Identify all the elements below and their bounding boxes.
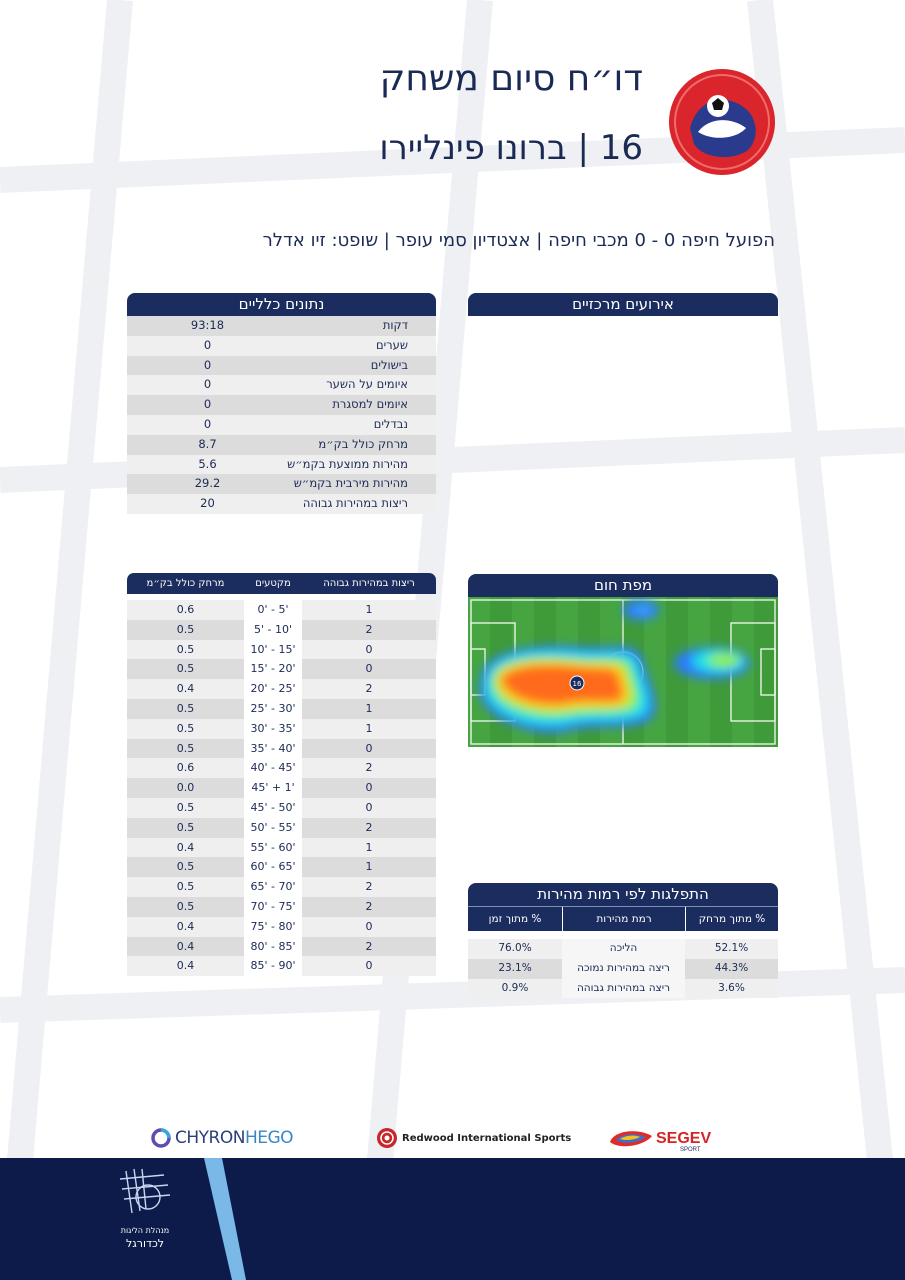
distance-pct: 3.6% (718, 981, 745, 994)
stat-row (127, 375, 436, 395)
speed-level-row (468, 979, 778, 999)
stat-value: 29.2 (194, 476, 221, 491)
segev-text: SEGEV (656, 1130, 712, 1147)
speed-distribution-title: התפלגות לפי רמות מהירות (468, 883, 778, 906)
time-pct: 76.0% (498, 942, 532, 954)
segev-sub-text: SPORT (680, 1147, 701, 1152)
segev-logo (608, 1124, 753, 1152)
segment-range: 45' + 1' (244, 778, 302, 798)
speed-level-row (468, 939, 778, 959)
segment-range: 40' - 45' (244, 758, 302, 778)
segment-distance: 0.6 (176, 603, 195, 616)
stat-label: בישולים (370, 357, 408, 372)
stat-row (127, 435, 436, 455)
segment-runs: 1 (365, 721, 373, 735)
segment-distance: 0.4 (176, 919, 195, 933)
segment-distance: 0.0 (176, 781, 195, 795)
chyronhego-logo (150, 1124, 293, 1152)
stat-label: איומים למסגרת (332, 397, 408, 412)
stat-row (127, 494, 436, 514)
segment-runs: 0 (365, 662, 373, 676)
stat-row (127, 356, 436, 376)
hego-text: HEGO (244, 1128, 294, 1148)
segment-row (127, 877, 436, 897)
segment-range: 75' - 80' (244, 917, 302, 937)
key-events-title: אירועים מרכזיים (468, 293, 778, 316)
stat-label: איומים על השער (326, 377, 408, 392)
stat-row (127, 395, 436, 415)
stat-value: 0 (203, 397, 212, 412)
league-logo (112, 1163, 178, 1255)
segment-range: 85' - 90' (244, 956, 302, 976)
report-title: דו״ח סיום משחק (379, 58, 643, 99)
speed-distribution-header (468, 906, 778, 931)
segment-row (127, 679, 436, 699)
segment-distance: 0.5 (176, 741, 195, 755)
segment-distance: 0.4 (176, 939, 195, 953)
stat-row (127, 415, 436, 435)
distance-pct: 44.3% (714, 961, 749, 974)
segment-row (127, 917, 436, 937)
general-stats-panel (127, 293, 436, 514)
segment-range: 80' - 85' (244, 937, 302, 957)
segment-distance: 0.5 (176, 820, 195, 834)
segment-row (127, 937, 436, 957)
segment-distance: 0.5 (176, 800, 195, 814)
speed-distribution-table (468, 939, 778, 998)
heatmap-image (468, 597, 778, 747)
league-name-line1: מנהלת הליגות (120, 1226, 170, 1235)
segment-runs: 2 (365, 820, 373, 834)
segment-row (127, 857, 436, 877)
header-distance: מרחק כולל בק״מ (146, 578, 225, 589)
segment-row (127, 778, 436, 798)
time-pct: 0.9% (501, 981, 529, 994)
match-info: הפועל חיפה 0 - 0 מכבי חיפה | אצטדיון סמי עופר | שופט: זיו אדלר (262, 230, 775, 251)
segment-runs: 0 (365, 959, 373, 973)
stat-row (127, 455, 436, 475)
player-title: 16 | ברונו פינליירו (379, 128, 643, 168)
chyron-swirl-icon (150, 1127, 172, 1149)
stat-value: 93:18 (190, 318, 225, 332)
segment-distance: 0.5 (176, 662, 195, 676)
club-logo (668, 68, 776, 176)
segment-row (127, 818, 436, 838)
segment-runs: 0 (365, 642, 373, 656)
segment-range: 50' - 55' (244, 818, 302, 838)
player-marker: 16 (572, 680, 582, 688)
segment-row (127, 699, 436, 719)
segment-row (127, 838, 436, 858)
segment-range: 10' - 15' (244, 640, 302, 660)
general-stats-title: נתונים כלליים (127, 293, 436, 316)
stat-row (127, 474, 436, 494)
segment-range: 15' - 20' (244, 659, 302, 679)
chyron-text: CHYRON (175, 1128, 245, 1148)
segment-distance: 0.4 (176, 682, 195, 696)
segment-row (127, 758, 436, 778)
segment-distance: 0.5 (176, 721, 195, 735)
segment-distance: 0.5 (176, 899, 195, 913)
segment-runs: 2 (365, 622, 373, 636)
segments-panel (127, 573, 436, 976)
segment-range: 55' - 60' (244, 838, 302, 858)
segment-range: 45' - 50' (244, 798, 302, 818)
stat-label: דקות (382, 318, 408, 332)
segment-row (127, 798, 436, 818)
segment-range: 20' - 25' (244, 679, 302, 699)
segment-runs: 2 (365, 761, 373, 775)
segment-runs: 2 (365, 939, 373, 953)
redwood-logo (376, 1124, 571, 1152)
stat-label: שערים (375, 337, 408, 352)
segment-runs: 0 (365, 919, 373, 933)
stat-value: 0 (203, 337, 212, 352)
segment-runs: 1 (365, 701, 373, 715)
segment-runs: 2 (365, 880, 373, 894)
segments-header (127, 573, 436, 594)
stat-label: מרחק כולל בק״מ (318, 436, 408, 451)
segment-range: 5' - 10' (244, 620, 302, 640)
segment-range: 60' - 65' (244, 857, 302, 877)
segment-range: 65' - 70' (244, 877, 302, 897)
segment-distance: 0.4 (176, 840, 195, 854)
segment-distance: 0.6 (176, 761, 195, 775)
speed-level: ריצה במהירות נמוכה (562, 959, 685, 979)
stat-label: מהירות ממוצעת בקמ״ש (287, 456, 408, 471)
segment-row (127, 640, 436, 660)
segment-row (127, 739, 436, 759)
segment-distance: 0.5 (176, 642, 195, 656)
segments-table (127, 600, 436, 976)
header-runs: ריצות במהירות גבוהה (323, 578, 415, 589)
segment-runs: 1 (365, 860, 373, 874)
segment-row (127, 956, 436, 976)
header-speed-level: רמת מהירות (562, 907, 685, 931)
segment-distance: 0.5 (176, 860, 195, 874)
segment-range: 25' - 30' (244, 699, 302, 719)
distance-pct: 52.1% (714, 942, 749, 954)
stat-value: 5.6 (198, 456, 217, 471)
segment-distance: 0.5 (176, 701, 195, 715)
segment-runs: 0 (365, 741, 373, 755)
stat-label: נבדלים (373, 416, 408, 431)
header-segments: מקטעים (255, 578, 291, 589)
stat-value: 0 (203, 416, 212, 431)
header-time-pct: % מתוך זמן (488, 913, 542, 925)
stat-row (127, 336, 436, 356)
stat-label: מהירות מירבית בקמ״ש (293, 476, 408, 491)
speed-level: ריצה במהירות גבוהה (562, 979, 685, 999)
segment-row (127, 897, 436, 917)
segment-runs: 2 (365, 682, 373, 696)
segment-runs: 0 (365, 781, 373, 795)
segment-runs: 0 (365, 800, 373, 814)
segment-range: 30' - 35' (244, 719, 302, 739)
key-events-panel (468, 293, 778, 316)
segment-row (127, 620, 436, 640)
segment-runs: 1 (365, 840, 373, 854)
league-name-line2: לכדורגל (125, 1237, 165, 1250)
segment-runs: 1 (365, 603, 373, 616)
speed-level: הליכה (562, 939, 685, 959)
segment-range: 70' - 75' (244, 897, 302, 917)
stat-value: 0 (203, 377, 212, 392)
segment-row (127, 600, 436, 620)
segment-range: 0' - 5' (244, 600, 302, 620)
time-pct: 23.1% (498, 961, 532, 974)
segment-distance: 0.5 (176, 880, 195, 894)
segment-range: 35' - 40' (244, 739, 302, 759)
heatmap-panel (468, 574, 778, 747)
header-distance-pct: % מתוך מרחק (685, 907, 778, 931)
stat-row (127, 316, 436, 336)
heatmap-title: מפת חום (468, 574, 778, 597)
stat-value: 8.7 (198, 436, 217, 451)
stat-label: ריצות במהירות גבוהה (302, 496, 408, 511)
speed-level-row (468, 959, 778, 979)
segment-row (127, 719, 436, 739)
segment-row (127, 659, 436, 679)
segment-runs: 2 (365, 899, 373, 913)
stat-value: 20 (200, 496, 215, 511)
segment-distance: 0.5 (176, 622, 195, 636)
general-stats-table (127, 316, 436, 514)
redwood-text: Redwood International Sports (402, 1132, 572, 1144)
redwood-circle-icon (376, 1127, 398, 1149)
stat-value: 0 (203, 357, 212, 372)
speed-distribution-panel (468, 883, 778, 998)
segment-distance: 0.4 (176, 959, 195, 973)
